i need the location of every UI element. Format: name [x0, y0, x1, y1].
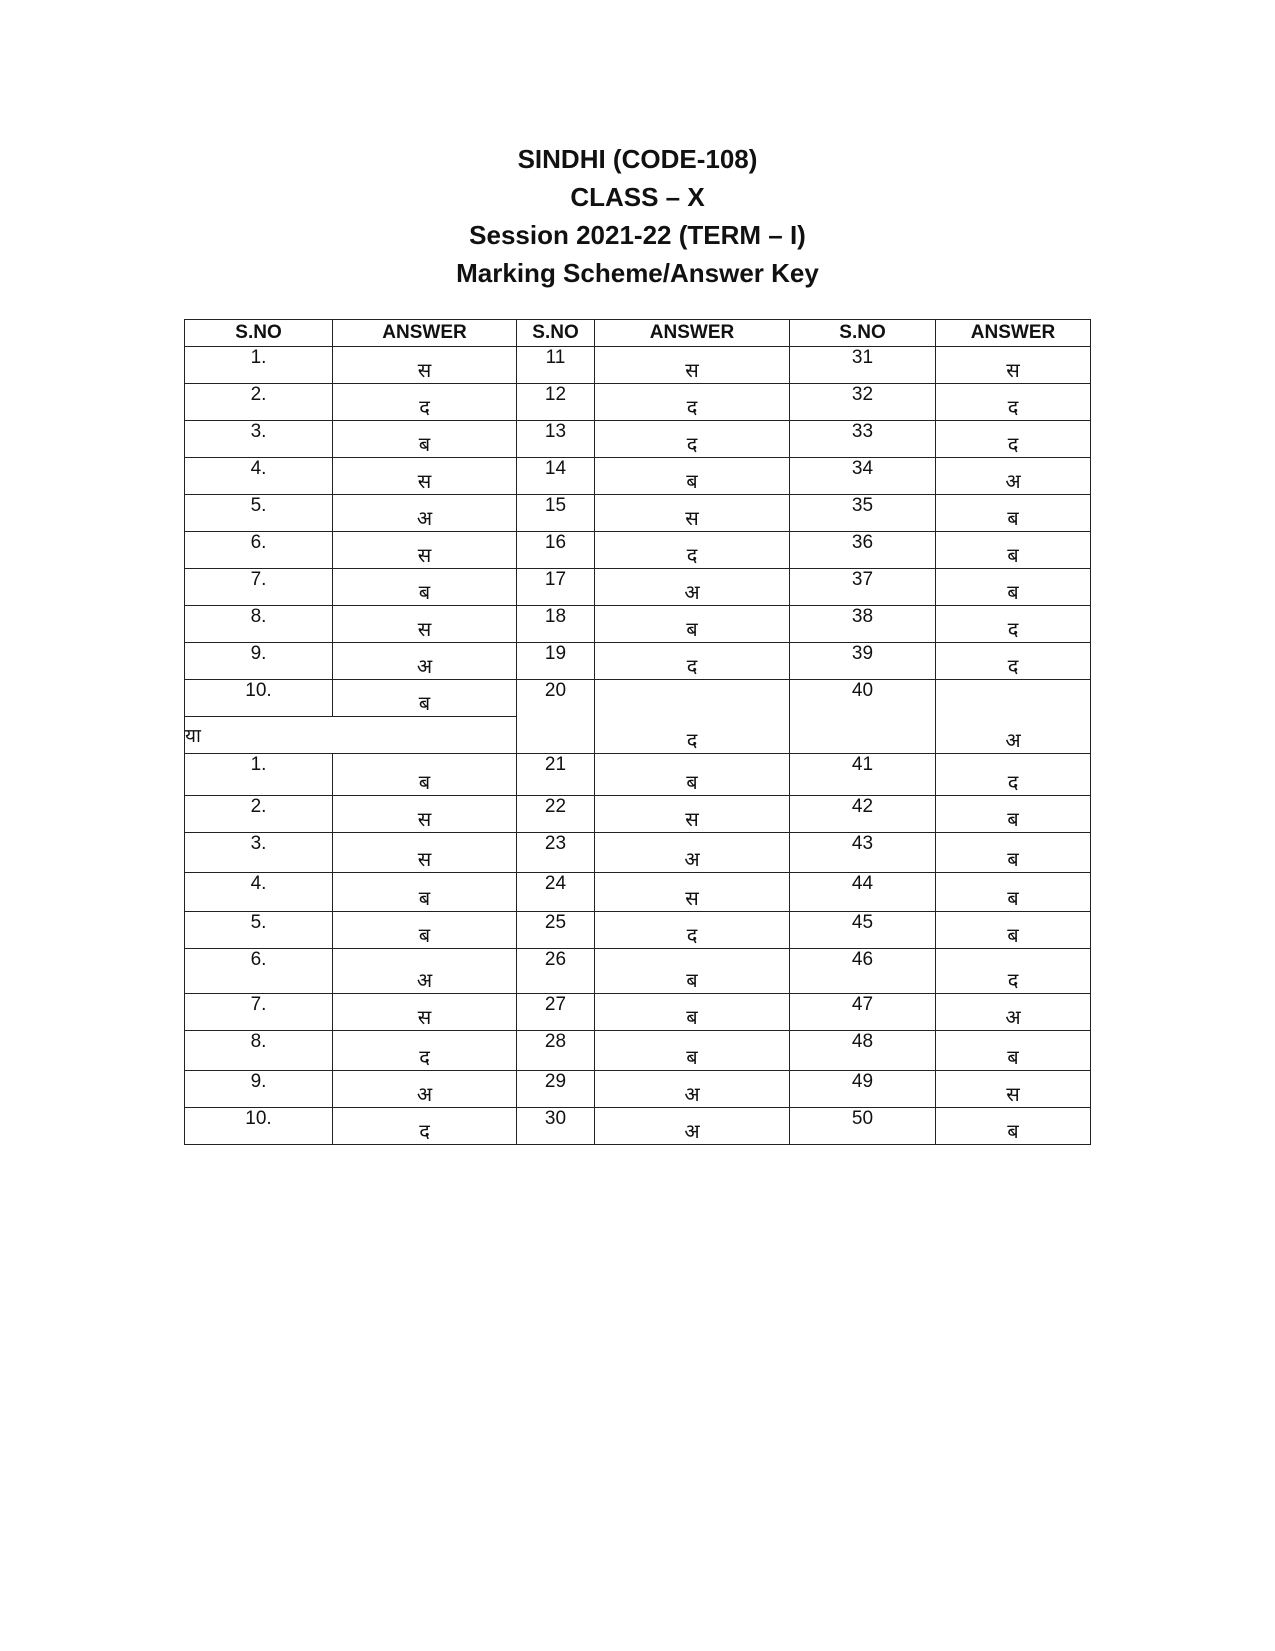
answer-key-table: [184, 319, 1091, 1145]
question-number: 17: [517, 569, 595, 606]
answer-cell: स: [595, 873, 790, 912]
answer-cell: अ: [595, 569, 790, 606]
answer-cell: द: [936, 754, 1091, 796]
question-number: 22: [517, 796, 595, 833]
question-number: 19: [517, 643, 595, 680]
table-row: [185, 569, 1091, 606]
question-number: 20: [517, 680, 595, 754]
question-number: 35: [790, 495, 936, 532]
question-number: 27: [517, 994, 595, 1031]
question-number: 8.: [185, 606, 333, 643]
answer-cell: द: [595, 643, 790, 680]
answer-cell: स: [333, 347, 517, 384]
question-number: 3.: [185, 833, 333, 873]
question-number: 47: [790, 994, 936, 1031]
table-row: [185, 532, 1091, 569]
question-number: 7.: [185, 569, 333, 606]
table-row: [185, 384, 1091, 421]
table-row: [185, 912, 1091, 949]
answer-cell: ब: [333, 754, 517, 796]
subject-title: SINDHI (CODE-108): [517, 144, 758, 174]
answer-cell: ब: [333, 569, 517, 606]
table-row: [185, 949, 1091, 994]
question-number: 8.: [185, 1031, 333, 1071]
question-number: 1.: [185, 347, 333, 384]
question-number: 24: [517, 873, 595, 912]
answer-cell: ब: [595, 1031, 790, 1071]
answer-cell: अ: [936, 994, 1091, 1031]
answer-cell: अ: [595, 1108, 790, 1145]
sno-header: S.NO: [185, 320, 333, 347]
answer-cell: ब: [595, 994, 790, 1031]
question-number: 23: [517, 833, 595, 873]
question-number: 7.: [185, 994, 333, 1031]
answer-cell: अ: [333, 643, 517, 680]
question-number: 11: [517, 347, 595, 384]
answer-cell: ब: [936, 873, 1091, 912]
answer-cell: द: [936, 606, 1091, 643]
table-row: [185, 495, 1091, 532]
question-number: 12: [517, 384, 595, 421]
question-number: 5.: [185, 495, 333, 532]
answer-cell: द: [595, 680, 790, 754]
question-number: 34: [790, 458, 936, 495]
table-row: [185, 680, 1091, 717]
question-number: 10.: [185, 680, 333, 717]
answer-cell: ब: [936, 833, 1091, 873]
document-title: Marking Scheme/Answer Key: [456, 258, 819, 288]
answer-cell: द: [595, 912, 790, 949]
answer-cell: ब: [936, 912, 1091, 949]
question-number: 43: [790, 833, 936, 873]
answer-cell: ब: [595, 458, 790, 495]
answer-cell: द: [936, 421, 1091, 458]
document-heading: [0, 140, 1275, 292]
question-number: 3.: [185, 421, 333, 458]
answer-cell: स: [936, 1071, 1091, 1108]
question-number: 46: [790, 949, 936, 994]
question-number: 25: [517, 912, 595, 949]
sno-header: S.NO: [517, 320, 595, 347]
answer-cell: अ: [333, 1071, 517, 1108]
question-number: 6.: [185, 949, 333, 994]
question-number: 32: [790, 384, 936, 421]
answer-cell: द: [333, 384, 517, 421]
question-number: 14: [517, 458, 595, 495]
question-number: 2.: [185, 796, 333, 833]
question-number: 1.: [185, 754, 333, 796]
question-number: 40: [790, 680, 936, 754]
table-row: [185, 833, 1091, 873]
table-row: [185, 754, 1091, 796]
answer-cell: ब: [595, 606, 790, 643]
question-number: 44: [790, 873, 936, 912]
question-number: 38: [790, 606, 936, 643]
answer-cell: ब: [595, 949, 790, 994]
answer-cell: स: [595, 495, 790, 532]
answer-cell: ब: [333, 873, 517, 912]
class-title: CLASS – X: [570, 182, 705, 212]
table-row: [185, 458, 1091, 495]
answer-header: ANSWER: [936, 320, 1091, 347]
answer-cell: द: [936, 949, 1091, 994]
answer-cell: स: [333, 532, 517, 569]
header-row: [185, 320, 1091, 347]
answer-cell: ब: [936, 532, 1091, 569]
answer-cell: द: [936, 384, 1091, 421]
question-number: 33: [790, 421, 936, 458]
table-row: [185, 1108, 1091, 1145]
answer-cell: द: [595, 421, 790, 458]
question-number: 28: [517, 1031, 595, 1071]
question-number: 13: [517, 421, 595, 458]
question-number: 15: [517, 495, 595, 532]
question-number: 41: [790, 754, 936, 796]
answer-cell: स: [333, 833, 517, 873]
question-number: 39: [790, 643, 936, 680]
answer-cell: ब: [936, 1031, 1091, 1071]
question-number: 6.: [185, 532, 333, 569]
question-number: 16: [517, 532, 595, 569]
question-number: 48: [790, 1031, 936, 1071]
answer-cell: अ: [595, 1071, 790, 1108]
session-title: Session 2021-22 (TERM – I): [469, 220, 806, 250]
answer-cell: ब: [936, 569, 1091, 606]
table-row: [185, 421, 1091, 458]
question-number: 18: [517, 606, 595, 643]
sno-header: S.NO: [790, 320, 936, 347]
question-number: 9.: [185, 643, 333, 680]
answer-cell: स: [936, 347, 1091, 384]
answer-cell: ब: [333, 680, 517, 717]
question-number: 31: [790, 347, 936, 384]
answer-cell: द: [936, 643, 1091, 680]
answer-header: ANSWER: [333, 320, 517, 347]
table-row: [185, 1031, 1091, 1071]
question-number: 2.: [185, 384, 333, 421]
answer-cell: स: [333, 458, 517, 495]
question-number: 45: [790, 912, 936, 949]
answer-cell: स: [333, 606, 517, 643]
table-row: [185, 994, 1091, 1031]
answer-cell: द: [333, 1031, 517, 1071]
answer-cell: द: [595, 384, 790, 421]
question-number: 4.: [185, 873, 333, 912]
answer-cell: स: [595, 347, 790, 384]
answer-header: ANSWER: [595, 320, 790, 347]
table-row: [185, 1071, 1091, 1108]
question-number: 4.: [185, 458, 333, 495]
question-number: 37: [790, 569, 936, 606]
question-number: 5.: [185, 912, 333, 949]
question-number: 9.: [185, 1071, 333, 1108]
table-row: [185, 796, 1091, 833]
answer-cell: द: [333, 1108, 517, 1145]
table-row: [185, 873, 1091, 912]
answer-cell: ब: [333, 912, 517, 949]
question-number: 21: [517, 754, 595, 796]
question-number: 30: [517, 1108, 595, 1145]
answer-cell: ब: [936, 1108, 1091, 1145]
question-number: 36: [790, 532, 936, 569]
answer-cell: स: [595, 796, 790, 833]
answer-cell: ब: [936, 495, 1091, 532]
table-row: [185, 606, 1091, 643]
table-row: [185, 347, 1091, 384]
question-number: 29: [517, 1071, 595, 1108]
table-row: [185, 643, 1091, 680]
question-number: 26: [517, 949, 595, 994]
answer-cell: अ: [333, 495, 517, 532]
answer-cell: द: [595, 532, 790, 569]
answer-cell: अ: [936, 458, 1091, 495]
question-number: 42: [790, 796, 936, 833]
table-body: [185, 347, 1091, 1145]
or-divider: या: [185, 717, 517, 754]
answer-cell: स: [333, 796, 517, 833]
question-number: 10.: [185, 1108, 333, 1145]
answer-cell: अ: [333, 949, 517, 994]
answer-cell: अ: [595, 833, 790, 873]
answer-cell: अ: [936, 680, 1091, 754]
question-number: 50: [790, 1108, 936, 1145]
answer-cell: ब: [333, 421, 517, 458]
question-number: 49: [790, 1071, 936, 1108]
answer-cell: ब: [595, 754, 790, 796]
answer-cell: ब: [936, 796, 1091, 833]
answer-cell: स: [333, 994, 517, 1031]
